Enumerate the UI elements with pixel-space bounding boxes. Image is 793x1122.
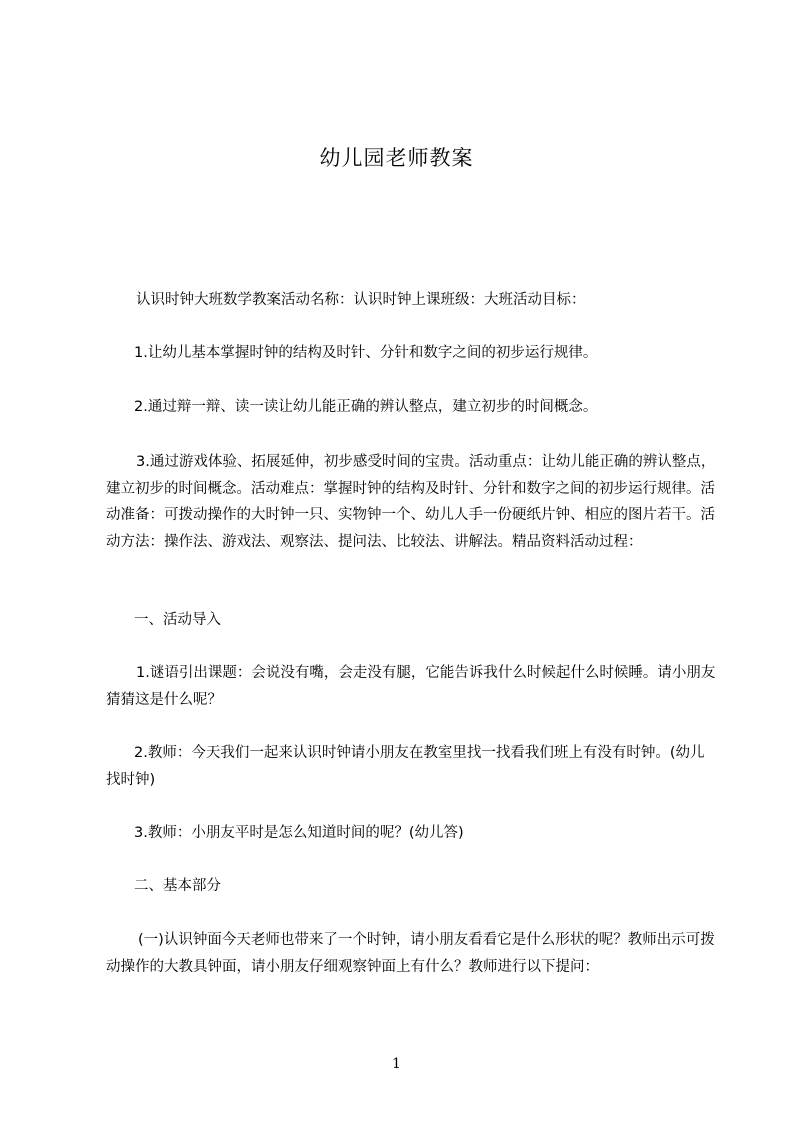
page-number: 1	[392, 1056, 401, 1072]
section-heading-2: 二、基本部分	[134, 878, 221, 894]
section-heading-1: 一、活动导入	[134, 612, 221, 628]
paragraph-5: 1.谜语引出课题：会说没有嘴，会走没有腿，它能告诉我什么时候起什么时候睡。请小朋友猜猜这是什么呢？	[106, 665, 716, 708]
paragraph-8: (一)认识钟面今天老师也带来了一个时钟，请小朋友看看它是什么形状的呢？教师出示可拨动操作的大教具钟面，请小朋友仔细观察钟面上有什么？教师进行以下提问：	[106, 932, 715, 975]
paragraph-2: 1.让幼儿基本掌握时钟的结构及时针、分针和数字之间的初步运行规律。	[134, 345, 598, 361]
paragraph-6: 2.教师：今天我们一起来认识时钟请小朋友在教室里找一找看我们班上有没有时钟。(幼儿找时钟)	[106, 745, 705, 788]
document-title: 幼儿园老师教案	[319, 146, 474, 170]
paragraph-7: 3.教师：小朋友平时是怎么知道时间的呢？(幼儿答)	[134, 825, 464, 841]
paragraph-1: 认识时钟大班数学教案活动名称：认识时钟上课班级：大班活动目标：	[136, 292, 586, 308]
paragraph-3: 2.通过辩一辩、读一读让幼儿能正确的辨认整点，建立初步的时间概念。	[134, 399, 598, 415]
paragraph-4: 3.通过游戏体验、拓展延伸，初步感受时间的宝贵。活动重点：让幼儿能正确的辨认整点，建立初步的时间概念。活动难点：掌握时钟的结构及时针、分针和数字之间的初步运行规律。活动准备：可拨动操作的大时钟一只、实物钟一个、幼儿人手一份硬纸片钟、相应的图片若干。活动方法：操作法、游戏法、观察法、提问法、比较法、讲解法。精品资料活动过程：	[106, 454, 716, 550]
